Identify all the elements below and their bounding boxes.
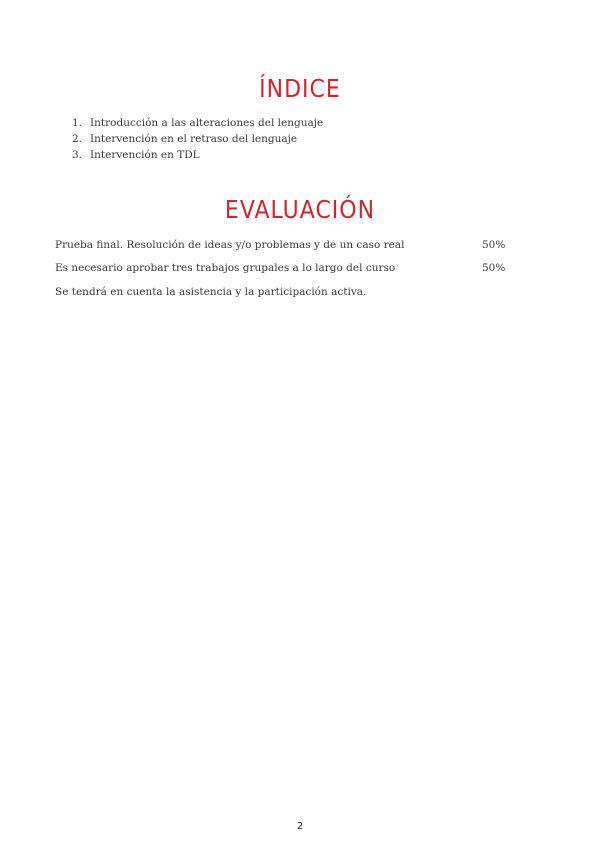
toc-item-number: 3. (72, 149, 83, 161)
indice-heading: ÍNDICE (259, 75, 341, 104)
evaluation-note: Se tendrá en cuenta la asistencia y la participación activa. (55, 286, 367, 298)
page-number: 2 (296, 821, 304, 832)
toc-item (72, 147, 323, 163)
toc-item-text: Intervención en el retraso del lenguaje (90, 133, 298, 145)
table-of-contents (72, 115, 323, 163)
toc-item-number: 1. (72, 117, 83, 129)
toc-item (72, 115, 323, 131)
evaluation-section (55, 238, 515, 299)
evaluation-row-text: Prueba final. Resolución de ideas y/o problemas y de un caso real (55, 239, 405, 251)
toc-item-text: Intervención en TDL (90, 149, 200, 161)
evaluation-row-percent: 50% (482, 239, 506, 251)
toc-item-text: Introducción a las alteraciones del lenguaje (90, 117, 324, 129)
toc-item-number: 2. (72, 133, 83, 145)
evaluacion-heading: EVALUACIÓN (224, 196, 376, 225)
evaluation-row-percent: 50% (482, 262, 506, 274)
evaluation-row-text: Es necesario aprobar tres trabajos grupales a lo largo del curso (55, 262, 396, 274)
toc-item (72, 131, 323, 147)
evaluation-row (55, 238, 515, 261)
evaluation-row (55, 261, 515, 284)
